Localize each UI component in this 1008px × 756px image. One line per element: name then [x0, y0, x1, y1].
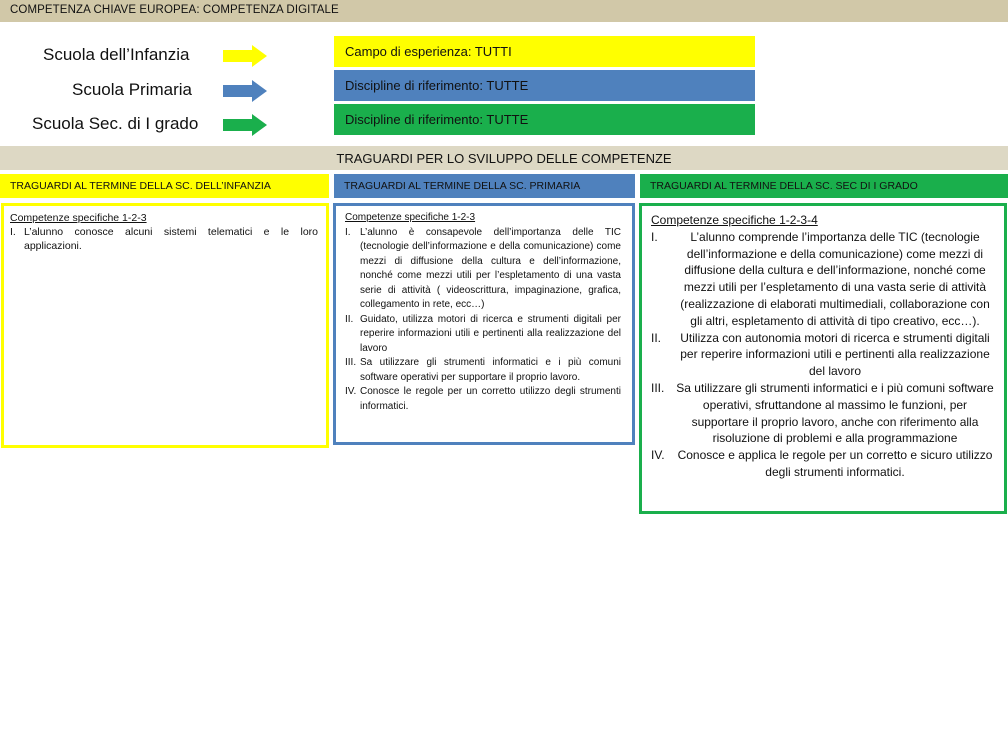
column-box-secondaria	[639, 203, 1007, 514]
list-item	[10, 225, 318, 253]
level-label-secondaria: Scuola Sec. di I grado	[32, 114, 199, 133]
item-number: IV.	[651, 448, 665, 463]
page-title: COMPETENZA CHIAVE EUROPEA: COMPETENZA DIGITALE	[10, 4, 339, 16]
item-number: III.	[651, 380, 665, 395]
item-text: L’alunno comprende l’importanza delle TIC (tecnologie dell’informazione e della comunicazione) come mezzi di diffusione della cultura e dell’informazione, nonché come mezzi utili per l’espletamento di una vasta serie di attività (realizzazione di elaborati multimediali, collaborazione con gli altri, espletamento di attività di tipo creativo, ecc…).	[680, 229, 990, 328]
traguardi-list	[345, 226, 621, 415]
arrow-shape-infanzia	[223, 45, 267, 67]
item-text: L’alunno è consapevole dell’importanza delle TIC (tecnologie dell’informazione e della comunicazione) come mezzi di diffusione della cultura e dell’informazione, nonché come mezzi utili per l’espletamento di una vasta serie di attività ( videoscrittura, impaginazione, grafica, collegamento in rete, ecc…)	[360, 226, 621, 310]
level-label-infanzia: Scuola dell’Infanzia	[43, 45, 190, 64]
level-label-primaria: Scuola Primaria	[72, 80, 192, 99]
list-item	[345, 313, 621, 357]
top-title-bar	[0, 0, 1008, 22]
competenze-heading: Competenze specifiche 1-2-3	[10, 212, 147, 224]
list-item	[651, 229, 994, 330]
item-text: Sa utilizzare gli strumenti informatici e i più comuni software operativi per supportare il proprio lavoro.	[360, 357, 621, 383]
arrow-shape-secondaria	[223, 114, 267, 136]
list-item	[651, 330, 994, 380]
column-box-primaria	[333, 203, 635, 445]
arrow-right-icon	[222, 79, 268, 103]
band-value: TUTTI	[474, 44, 512, 59]
list-item	[345, 356, 621, 385]
item-number: II.	[345, 313, 354, 325]
column-header-primaria: TRAGUARDI AL TERMINE DELLA SC. PRIMARIA	[334, 174, 635, 198]
item-number: IV.	[345, 386, 357, 397]
item-text: Utilizza con autonomia motori di ricerca e strumenti digitali per reperire informazioni utili e pertinenti alla realizzazione del lavoro	[680, 330, 990, 379]
arrow-right-icon	[222, 113, 268, 137]
band-prefix: Discipline di riferimento:	[345, 112, 483, 127]
list-item	[345, 385, 621, 414]
arrow-shape-primaria	[223, 80, 267, 102]
list-item	[651, 380, 994, 447]
item-number: II.	[651, 330, 662, 345]
column-box-infanzia	[1, 203, 329, 448]
band-prefix: Discipline di riferimento:	[345, 78, 483, 93]
item-text: Conosce le regole per un corretto utilizzo degli strumenti informatici.	[360, 386, 621, 412]
item-number: I.	[651, 229, 658, 244]
list-item	[345, 226, 621, 313]
traguardi-list	[651, 229, 994, 481]
item-number: I.	[10, 226, 16, 238]
competenze-heading: Competenze specifiche 1-2-3	[345, 212, 476, 223]
band-prefix: Campo di esperienza:	[345, 44, 472, 59]
arrow-right-icon	[222, 44, 268, 68]
item-text: L’alunno conosce alcuni sistemi telematici e le loro applicazioni.	[24, 226, 318, 252]
section-title: TRAGUARDI PER LO SVILUPPO DELLE COMPETENZE	[336, 151, 672, 166]
item-text: Guidato, utilizza motori di ricerca e strumenti digitali per reperire informazioni utili e pertinenti alla realizzazione del lavoro	[360, 313, 621, 354]
section-title-bar	[0, 146, 1008, 170]
band-campo-esperienza	[334, 36, 755, 67]
competenze-heading: Competenze specifiche 1-2-3-4	[651, 213, 818, 227]
item-number: III.	[345, 357, 357, 368]
band-discipline-primaria	[334, 70, 755, 101]
band-discipline-secondaria	[334, 104, 755, 135]
band-value: TUTTE	[486, 78, 529, 93]
item-text: Sa utilizzare gli strumenti informatici e i più comuni software operativi, sfruttandone al massimo le funzioni, per supportare il proprio lavoro, anche con riferimento alla risoluzione di problemi e alla programmazione	[676, 380, 994, 446]
list-item	[651, 447, 994, 481]
column-header-infanzia: TRAGUARDI AL TERMINE DELLA SC. DELL’INFANZIA	[0, 174, 329, 198]
traguardi-list	[10, 225, 318, 253]
item-text: Conosce e applica le regole per un corretto e sicuro utilizzo degli strumenti informatici.	[677, 448, 993, 479]
band-value: TUTTE	[486, 112, 529, 127]
item-number: I.	[345, 226, 351, 238]
column-header-secondaria: TRAGUARDI AL TERMINE DELLA SC. SEC DI I GRADO	[640, 174, 1008, 198]
